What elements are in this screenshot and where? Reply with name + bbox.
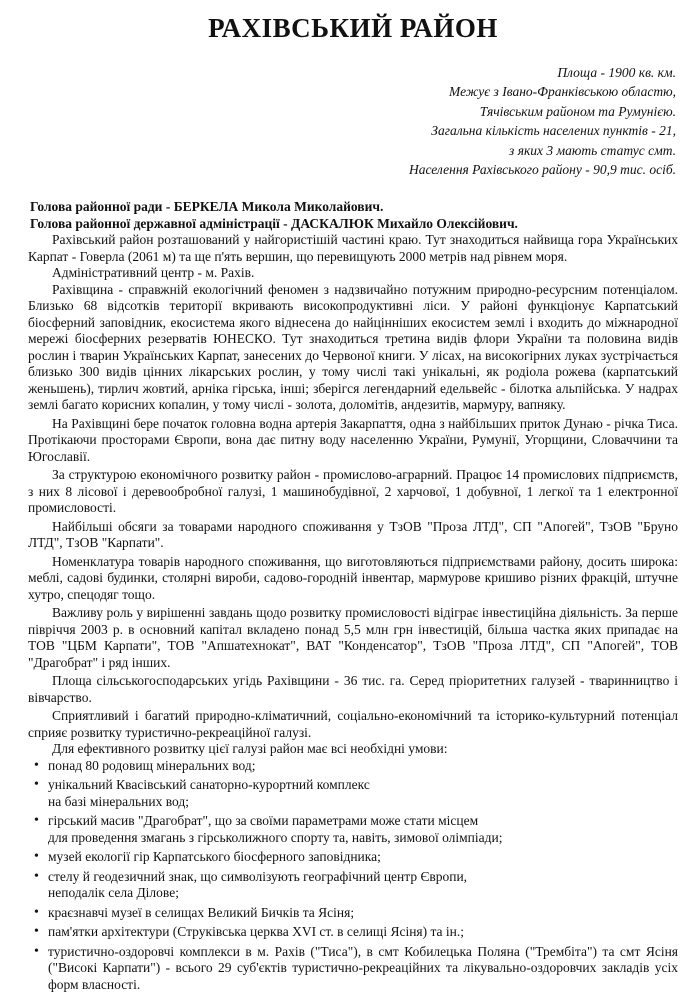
paragraph: Важливу роль у вирішенні завдань щодо розвитку промисловості відіграє інвестиційна діяльність. За перше півріччя 2003 р. в основний капітал вкладено понад 5,5 млн грн інвестицій, більша частка яких припадає на ТОВ "ЦБМ Карпати", ТОВ "Апшатехнокат", ВАТ "Конденсатор", ТзОВ "Проза ЛТД", СП "Апогей", ТОВ "Драгобрат" і ряд інших.	[28, 605, 678, 670]
fact-settlements: Загальна кількість населених пунктів - 21,	[431, 123, 676, 139]
paragraph: Найбільші обсяги за товарами народного споживання у ТзОВ "Проза ЛТД", СП "Апогей", ТзОВ "Бруно ЛТД", ТзОВ "Карпати".	[28, 518, 678, 551]
council-head: Голова районної ради - БЕРКЕЛА Микола Миколайович.	[30, 199, 384, 215]
fact-population: Населення Рахівського району - 90,9 тис. осіб.	[408, 162, 676, 178]
district-facts	[28, 63, 678, 179]
paragraph: Площа сільськогосподарських угідь Рахівщини - 36 тис. га. Серед пріоритетних галузей - тваринництво і вівчарство.	[28, 673, 678, 705]
list-item: • гірський масив "Драгобрат", що за своїми параметрами може стати місцем для проведення змагань з гірськолижного спорту та, навіть, зимової олімпіади;	[34, 813, 678, 846]
fact-borders-cont: Тячівським районом та Румунією.	[479, 103, 676, 119]
fact-settlements-cont: з яких 3 мають статус смт.	[509, 142, 676, 158]
list-item: • понад 80 родовищ мінеральних вод;	[34, 758, 678, 775]
list-item: • пам'ятки архітектури (Струківська церква XVI ст. в селищі Ясіня) та ін.;	[34, 924, 678, 941]
paragraph: Рахівський район розташований у найгористішій частині краю. Тут знаходиться найвища гора Українських Карпат - Говерла (2061 м) та ще п'ять вершин, що перевищують 2000 метрів над рівнем моря.	[28, 232, 678, 264]
paragraph: За структурою економічного розвитку район - промислово-аграрний. Працює 14 промислових підприємств, з них 8 лісової і деревообробної галузі, 1 машинобудівної, 2 харчової, 1 добувної, 1 легкої та 1 електронної промисловості.	[28, 467, 678, 516]
article-body	[28, 232, 678, 758]
fact-area: Площа - 1900 кв. км.	[557, 65, 676, 80]
officials	[28, 199, 678, 232]
list-item: • туристично-оздоровчі комплекси в м. Рахів ("Тиса"), в смт Кобилецька Поляна ("Трембіта") та смт Ясіня ("Високі Карпати") - всього 29 суб'єктів туристично-рекреаційних та лікувально-оздоровчих закладів усіх форм власності.	[34, 944, 678, 994]
page-title: РАХІВСЬКИЙ РАЙОН	[208, 13, 498, 43]
paragraph: Для ефективного розвитку цієї галузі район має всі необхідні умови:	[52, 741, 448, 757]
paragraph: Сприятливий і багатий природно-кліматичний, соціально-економічний та історико-культурний потенціал сприяє розвитку туристично-рекреаційної галузі.	[28, 708, 678, 740]
paragraph: Рахівщина - справжній екологічний феномен з надзвичайно потужним природно-ресурсним потенціалом. Близько 68 відсотків території вкривають високопродуктивні ліси. У районі функціонує Карпатський біосферний заповідник, екосистема якого віднесена до найцінніших екосистем землі і входить до міжнародної мережі біосферних резерватів ЮНЕСКО. Тут знаходиться третина видів флори України та половина видів рослин і тварин Українських Карпат, занесених до Червоної книги. У лісах, на високогірних луках зустрічається близько 300 видів цінних лікарських рослин, у тому числі такі унікальні, як родіола рожева (карпатський женьшень), тирлич жовтий, арніка гірська, інші; зберігся легендарний едельвейс - білотка альпійська. У надрах землі багато корисних копалин, у тому числі - золота, доломітів, андезитів, мармуру, вапняку.	[28, 281, 678, 413]
tourism-conditions-list	[28, 758, 678, 994]
list-item: • краєзнавчі музеї в селищах Великий Бичків та Ясіня;	[34, 905, 678, 922]
administration-head: Голова районної державної адміністрації - ДАСКАЛЮК Михайло Олексійович.	[30, 215, 518, 231]
list-item: • музей екології гір Карпатського біосферного заповідника;	[34, 849, 678, 866]
list-item: • стелу й геодезичний знак, що символізують географічний центр Європи, неподалік села Ділове;	[34, 869, 678, 902]
paragraph: На Рахівщині бере початок головна водна артерія Закарпаття, одна з найбільших приток Дунаю - річка Тиса. Протікаючи просторами Європи, вона дає питну воду населенню України, Румунії, Угорщини, Словаччини та Югославії.	[28, 415, 678, 464]
paragraph: Номенклатура товарів народного споживання, що виготовляються підприємствами району, досить широка: меблі, садові будинки, столярні вироби, садово-городній інвентар, мармурове кришиво різних фракцій, штучне хутро, спецодяг тощо.	[28, 553, 678, 602]
list-item: • унікальний Квасівський санаторно-курортний комплекс на базі мінеральних вод;	[34, 777, 678, 810]
paragraph: Адміністративний центр - м. Рахів.	[52, 265, 255, 281]
fact-borders: Межує з Івано-Франківською областю,	[449, 84, 676, 100]
